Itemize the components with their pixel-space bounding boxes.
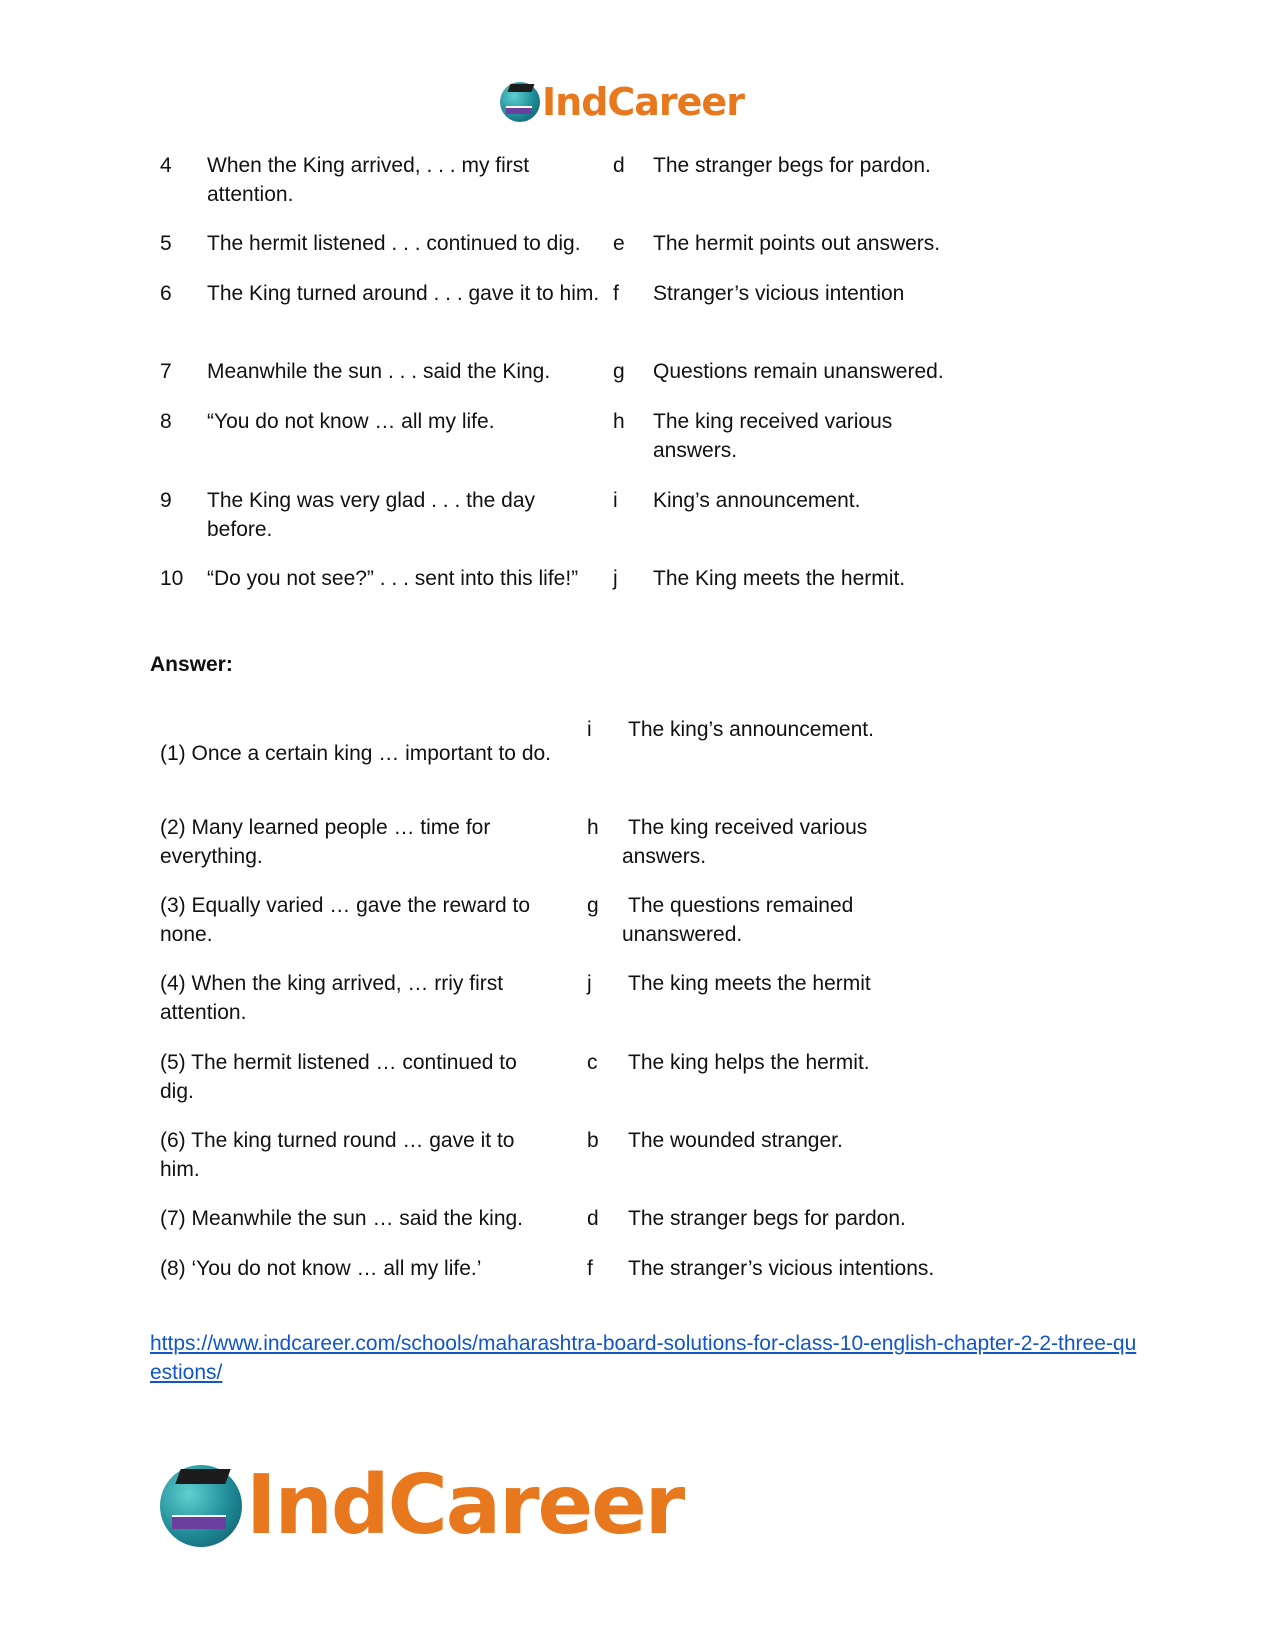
match-letter: g — [613, 360, 625, 383]
match-letter: j — [613, 567, 618, 590]
match-description: Stranger’s vicious intention — [653, 282, 905, 305]
answer-text: (7) Meanwhile the sun … said the king. — [160, 1207, 524, 1230]
match-letter: d — [613, 154, 625, 177]
match-description: Questions remain unanswered. — [653, 360, 944, 383]
answer-description: The king’s announcement. — [628, 718, 874, 741]
question-number: 4 — [160, 154, 172, 177]
question-number: 7 — [160, 360, 172, 383]
match-letter: e — [613, 232, 625, 255]
match-letter: i — [613, 489, 618, 512]
answer-letter: j — [587, 972, 592, 995]
answer-text: (6) The king turned round … gave it to him. — [160, 1129, 515, 1181]
match-description: King’s announcement. — [653, 489, 861, 512]
match-description: The king received various answers. — [653, 410, 893, 462]
question-number: 6 — [160, 282, 172, 305]
answer-description: The wounded stranger. — [628, 1129, 843, 1152]
question-text: The hermit listened . . . continued to dig. — [207, 232, 581, 255]
answer-description: The stranger begs for pardon. — [628, 1207, 906, 1230]
match-description: The King meets the hermit. — [653, 567, 906, 590]
answer-text: (1) Once a certain king … important to do. — [160, 742, 552, 765]
match-letter: f — [613, 282, 619, 305]
match-description: The hermit points out answers. — [653, 232, 941, 255]
question-text: Meanwhile the sun . . . said the King. — [207, 360, 551, 383]
answer-letter: d — [587, 1207, 599, 1230]
footer-logo — [160, 1458, 683, 1553]
answer-description: The king helps the hermit. — [628, 1051, 870, 1074]
question-number: 9 — [160, 489, 172, 512]
answer-letter: i — [587, 718, 592, 741]
question-text: The King turned around . . . gave it to him. — [207, 282, 600, 305]
question-text: “Do you not see?” . . . sent into this life!” — [207, 567, 579, 590]
question-number: 10 — [160, 567, 184, 590]
answer-text: (4) When the king arrived, … rriy first attention. — [160, 972, 504, 1024]
answer-description: The king meets the hermit — [628, 972, 871, 995]
answer-letter: h — [587, 816, 599, 839]
answer-letter: b — [587, 1129, 599, 1152]
globe-icon — [160, 1465, 242, 1547]
answer-text: (8) ‘You do not know … all my life.’ — [160, 1257, 482, 1280]
answer-heading: Answer: — [150, 653, 233, 676]
answer-letter: g — [587, 894, 599, 917]
answer-letter: c — [587, 1051, 598, 1074]
answer-description: The stranger’s vicious intentions. — [628, 1257, 935, 1280]
logo-text: IndCareer — [542, 80, 744, 124]
answer-description: The king received various answers. — [622, 816, 868, 868]
question-text: The King was very glad . . . the day before. — [207, 489, 536, 541]
source-link[interactable]: https://www.indcareer.com/schools/maharashtra-board-solutions-for-class-10-english-chapter-2-2-three-questions/ — [150, 1332, 1137, 1384]
question-text: When the King arrived, . . . my first attention. — [207, 154, 530, 206]
question-number: 5 — [160, 232, 172, 255]
answer-letter: f — [587, 1257, 593, 1280]
answer-text: (2) Many learned people … time for everything. — [160, 816, 491, 868]
logo-text: IndCareer — [246, 1458, 684, 1553]
match-letter: h — [613, 410, 625, 433]
question-text: “You do not know … all my life. — [207, 410, 495, 433]
question-number: 8 — [160, 410, 172, 433]
answer-text: (5) The hermit listened … continued to dig. — [160, 1051, 517, 1103]
globe-icon — [500, 82, 540, 122]
answer-text: (3) Equally varied … gave the reward to none. — [160, 894, 531, 946]
answer-description: The questions remained unanswered. — [622, 894, 854, 946]
match-description: The stranger begs for pardon. — [653, 154, 931, 177]
header-logo — [500, 80, 744, 124]
